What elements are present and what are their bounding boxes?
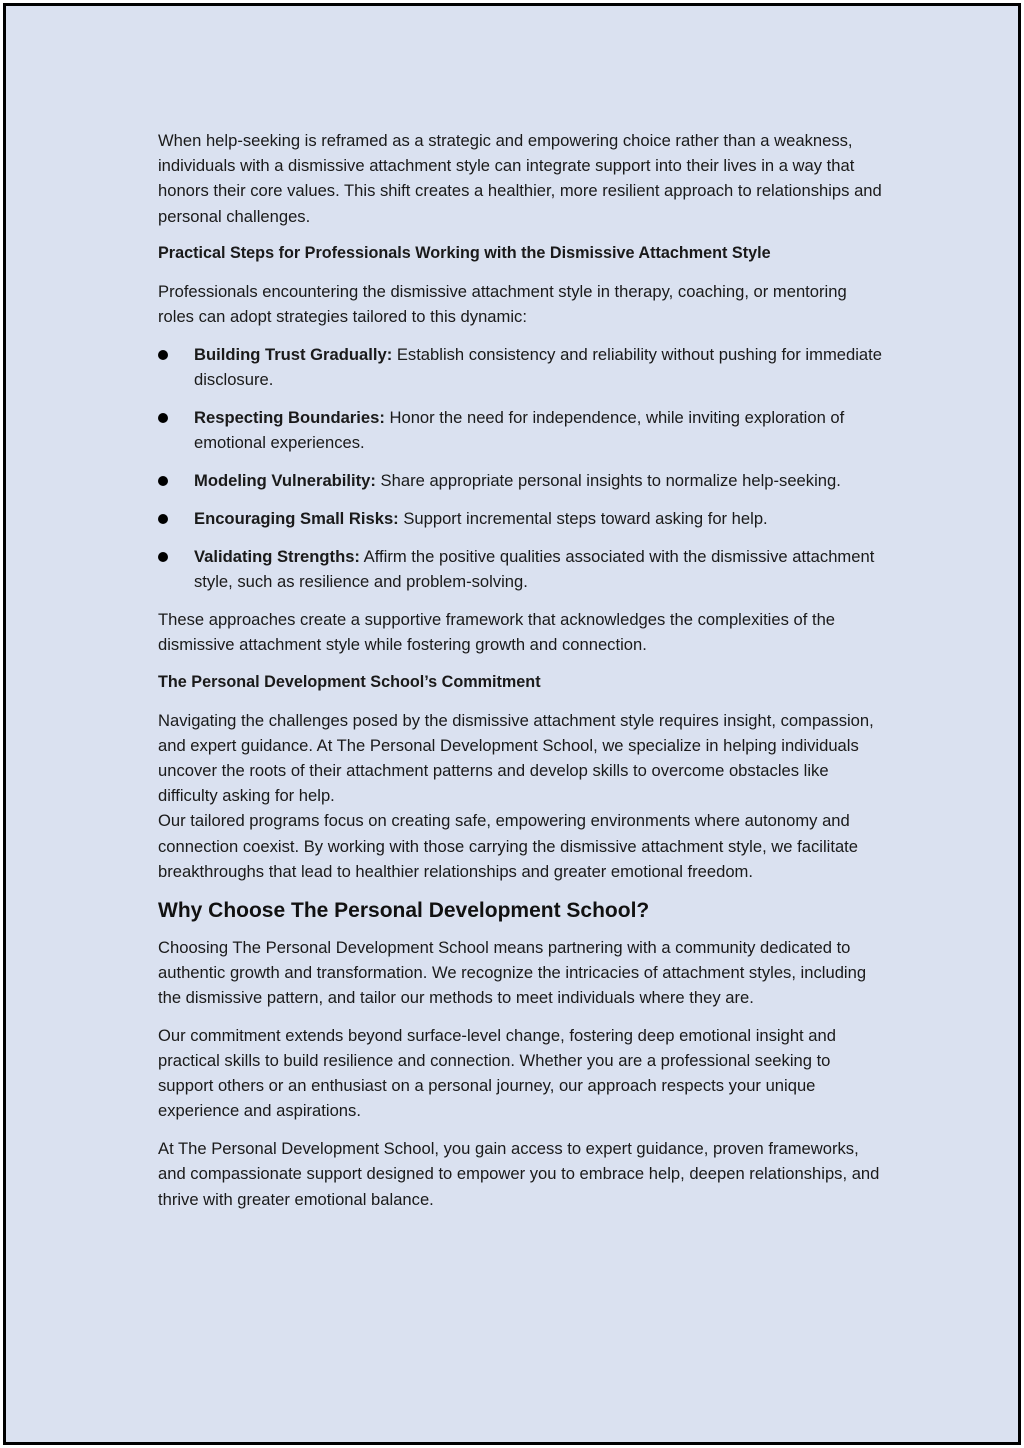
list-item-text: Support incremental steps toward asking for help. [398, 509, 768, 528]
practical-steps-lead: Professionals encountering the dismissive attachment style in therapy, coaching, or mentoring roles can adopt strategies tailored to this dynamic: [158, 282, 847, 327]
practical-steps-heading: Practical Steps for Professionals Working with the Dismissive Attachment Style [158, 244, 771, 263]
list-item-term: Building Trust Gradually: [194, 345, 393, 365]
why-choose-heading: Why Choose The Personal Development School? [158, 898, 650, 922]
document-page [3, 3, 1021, 1445]
list-item [158, 342, 886, 392]
bullet-icon [158, 350, 168, 360]
list-item-text: Share appropriate personal insights to normalize help-seeking. [375, 471, 841, 491]
bullet-icon [158, 413, 168, 423]
commitment-paragraph-1: Navigating the challenges posed by the dismissive attachment style requires insight, compassion, and expert guidance. At The Personal Development School, we specialize in helping individuals uncover the roots of their attachment patterns and develop skills to overcome obstacles like difficulty asking for help. [158, 710, 874, 806]
list-item [158, 544, 886, 594]
page-content [158, 128, 886, 1224]
commitment-paragraph-2: Our tailored programs focus on creating safe, empowering environments where autonomy and connection coexist. By working with those carrying the dismissive attachment style, we facilitate breakthroughs that lead to healthier relationships and greater emotional freedom. [158, 811, 859, 881]
why-choose-paragraph-2: Our commitment extends beyond surface-level change, fostering deep emotional insight and practical skills to build resilience and connection. Whether you are a professional seeking to support others or an enthusiast on a personal journey, our approach respects your unique experience and aspirations. [158, 1025, 836, 1121]
list-item [158, 405, 886, 455]
list-item-term: Validating Strengths: [194, 546, 360, 566]
list-item-term: Respecting Boundaries: [194, 408, 385, 428]
list-item-term: Modeling Vulnerability: [194, 471, 376, 491]
list-item-text: Affirm the positive qualities associated with the dismissive attachment style, such as resilience and problem-solving. [194, 546, 875, 591]
commitment-heading: The Personal Development School’s Commitment [158, 672, 541, 691]
practical-steps-closing: These approaches create a supportive framework that acknowledges the complexities of the dismissive attachment style while fostering growth and connection. [158, 609, 836, 654]
strategy-list [158, 342, 886, 594]
intro-paragraph: When help-seeking is reframed as a strategic and empowering choice rather than a weakness, individuals with a dismissive attachment style can integrate support into their lives in a way that honors their core values. This shift creates a healthier, more resilient approach to relationships and personal challenges. [158, 131, 882, 226]
list-item-term: Encouraging Small Risks: [194, 509, 399, 528]
bullet-icon [158, 514, 168, 524]
bullet-icon [158, 552, 168, 562]
list-item [158, 468, 886, 493]
list-item-text: Establish consistency and reliability without pushing for immediate disclosure. [194, 345, 882, 390]
bullet-icon [158, 476, 168, 486]
why-choose-paragraph-3: At The Personal Development School, you gain access to expert guidance, proven frameworks, and compassionate support designed to empower you to embrace help, deepen relationships, and thrive with greater emotional balance. [158, 1139, 880, 1209]
list-item [158, 506, 886, 531]
list-item-text: Honor the need for independence, while inviting exploration of emotional experiences. [194, 408, 845, 453]
why-choose-paragraph-1: Choosing The Personal Development School means partnering with a community dedicated to authentic growth and transformation. We recognize the intricacies of attachment styles, including the dismissive pattern, and tailor our methods to meet individuals where they are. [158, 937, 867, 1008]
